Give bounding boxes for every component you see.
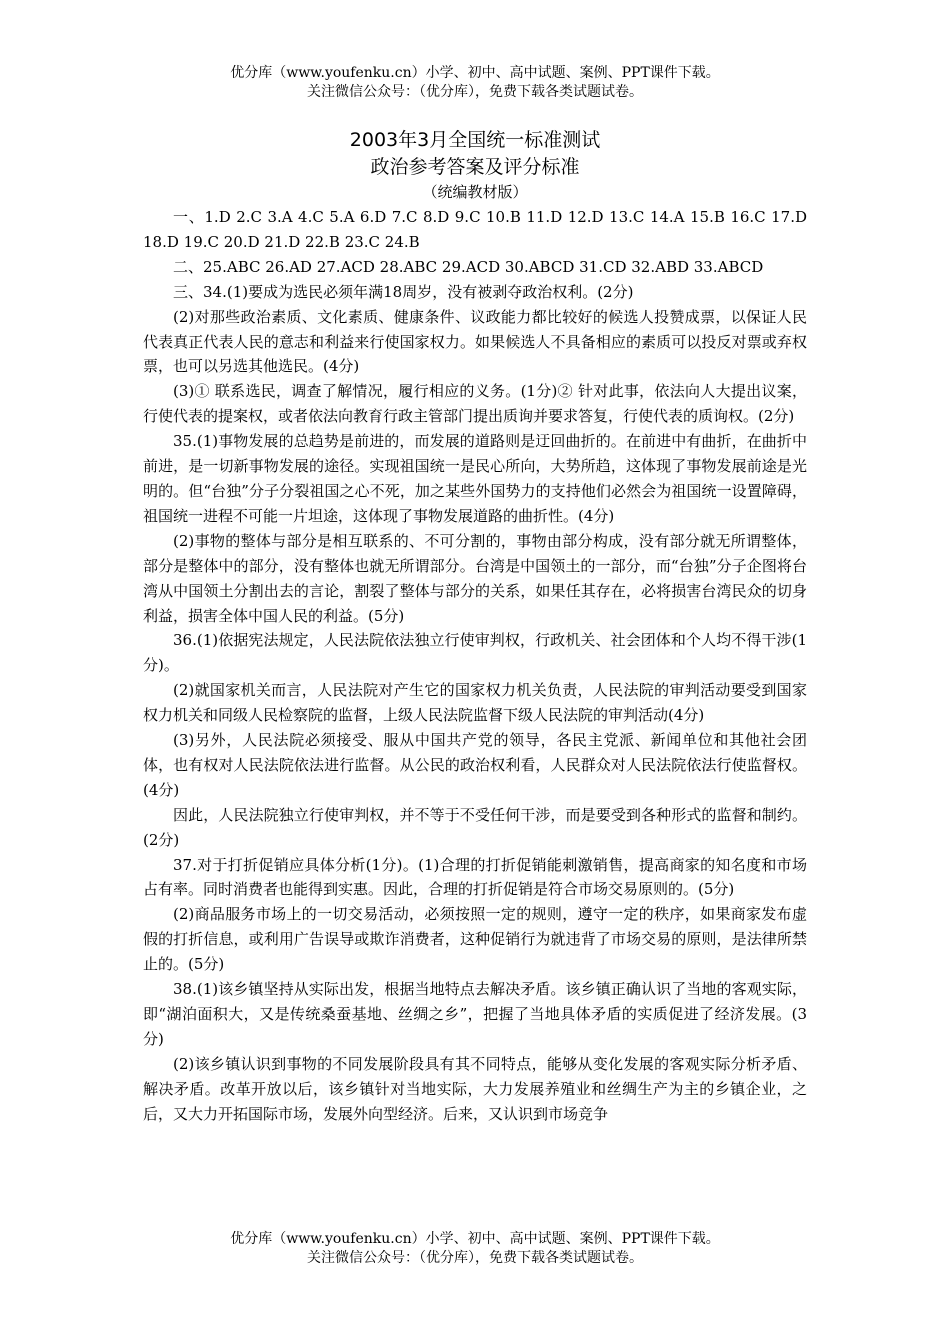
- banner-line-2: 关注微信公众号：（优分库），免费下载各类试题试卷。: [307, 84, 643, 100]
- document-title-2: 政治参考答案及评分标准: [370, 156, 580, 178]
- answer-35-2: (2)事物的整体与部分是相互联系的、不可分割的，事物由部分构成，没有部分就无所谓整体，部分是整体中的部分，没有整体也就无所谓部分。台湾是中国领土的一部分，而“台独”分子企图将台湾从中国领土分割出去的言论，割裂了整体与部分的关系，如果任其存在，必将损害台湾民众的切身利益，损害全体中国人民的利益。(5分): [143, 531, 807, 625]
- banner-line-1: 优分库（www.youfenku.cn）小学、初中、高中试题、案例、PPT课件下载。: [230, 65, 720, 81]
- document-subtitle: （统编教材版）: [422, 183, 528, 201]
- answer-34-1: 三、34.(1)要成为选民必须年满18周岁，没有被剥夺政治权利。(2分): [173, 282, 634, 301]
- footer-line-1: 优分库（www.youfenku.cn）小学、初中、高中试题、案例、PPT课件下载。: [230, 1231, 720, 1247]
- answer-34-3: (3)① 联系选民，调查了解情况，履行相应的义务。(1分)② 针对此事，依法向人大提出议案，行使代表的提案权，或者依法向教育行政主管部门提出质询并要求答复，行使代表的质询权。(2分): [143, 382, 807, 426]
- footer-line-2: 关注微信公众号：（优分库），免费下载各类试题试卷。: [307, 1250, 643, 1266]
- answer-36-3: (3)另外，人民法院必须接受、服从中国共产党的领导，各民主党派、新闻单位和其他社会团体，也有权对人民法院依法进行监督。从公民的政治权利看，人民群众对人民法院依法行使监督权。(4分): [143, 731, 807, 799]
- document-body: [143, 127, 807, 1127]
- footer-banner: [0, 1230, 950, 1268]
- answer-section-2: 二、25.ABC 26.AD 27.ACD 28.ABC 29.ACD 30.ABCD 31.CD 32.ABD 33.ABCD: [173, 257, 764, 276]
- answer-36-2: (2)就国家机关而言，人民法院对产生它的国家权力机关负责，人民法院的审判活动要受到国家权力机关和同级人民检察院的监督，上级人民法院监督下级人民法院的审判活动(4分): [143, 681, 807, 725]
- answer-36-conclusion: 因此，人民法院独立行使审判权，并不等于不受任何干涉，而是要受到各种形式的监督和制约。(2分): [143, 805, 807, 849]
- answer-section-1: 一、1.D 2.C 3.A 4.C 5.A 6.D 7.C 8.D 9.C 10.B 11.D 12.D 13.C 14.A 15.B 16.C 17.D 18.D 19.C 20.D 21.D 22.B 23.C 24.B: [143, 208, 807, 251]
- document-title: 2003年3月全国统一标准测试: [349, 129, 601, 151]
- answer-35-1: 35.(1)事物发展的总趋势是前进的，而发展的道路则是迂回曲折的。在前进中有曲折，在曲折中前进，是一切新事物发展的途径。实现祖国统一是民心所向，大势所趋，这体现了事物发展前途是光明的。但“台独”分子分裂祖国之心不死，加之某些外国势力的支持他们必然会为祖国统一设置障碍，祖国统一进程不可能一片坦途，这体现了事物发展道路的曲折性。(4分): [143, 432, 807, 525]
- answer-38-1: 38.(1)该乡镇坚持从实际出发，根据当地特点去解决矛盾。该乡镇正确认识了当地的客观实际，即“湖泊面积大，又是传统桑蚕基地、丝绸之乡”，把握了当地具体矛盾的实质促进了经济发展。(3分): [143, 980, 807, 1048]
- answer-38-2: (2)该乡镇认识到事物的不同发展阶段具有其不同特点，能够从变化发展的客观实际分析矛盾、解决矛盾。改革开放以后，该乡镇针对当地实际，大力发展养殖业和丝绸生产为主的乡镇企业，之后，又大力开拓国际市场，发展外向型经济。后来，又认识到市场竞争: [143, 1054, 807, 1123]
- answer-37-2: (2)商品服务市场上的一切交易活动，必须按照一定的规则，遵守一定的秩序，如果商家发布虚假的打折信息，或利用广告误导或欺诈消费者，这种促销行为就违背了市场交易的原则，是法律所禁止的。(5分): [143, 905, 807, 974]
- header-banner: [0, 64, 950, 102]
- answer-37-1: 37.对于打折促销应具体分析(1分)。(1)合理的打折促销能刺激销售，提高商家的知名度和市场占有率。同时消费者也能得到实惠。因此，合理的打折促销是符合市场交易原则的。(5分): [143, 855, 807, 899]
- answer-36-1: 36.(1)依据宪法规定，人民法院依法独立行使审判权，行政机关、社会团体和个人均不得干涉(1分)。: [143, 631, 807, 675]
- answer-34-2: (2)对那些政治素质、文化素质、健康条件、议政能力都比较好的候选人投赞成票，以保证人民代表真正代表人民的意志和利益来行使国家权力。如果候选人不具备相应的素质可以投反对票或弃权票，也可以另选其他选民。(4分): [143, 307, 807, 376]
